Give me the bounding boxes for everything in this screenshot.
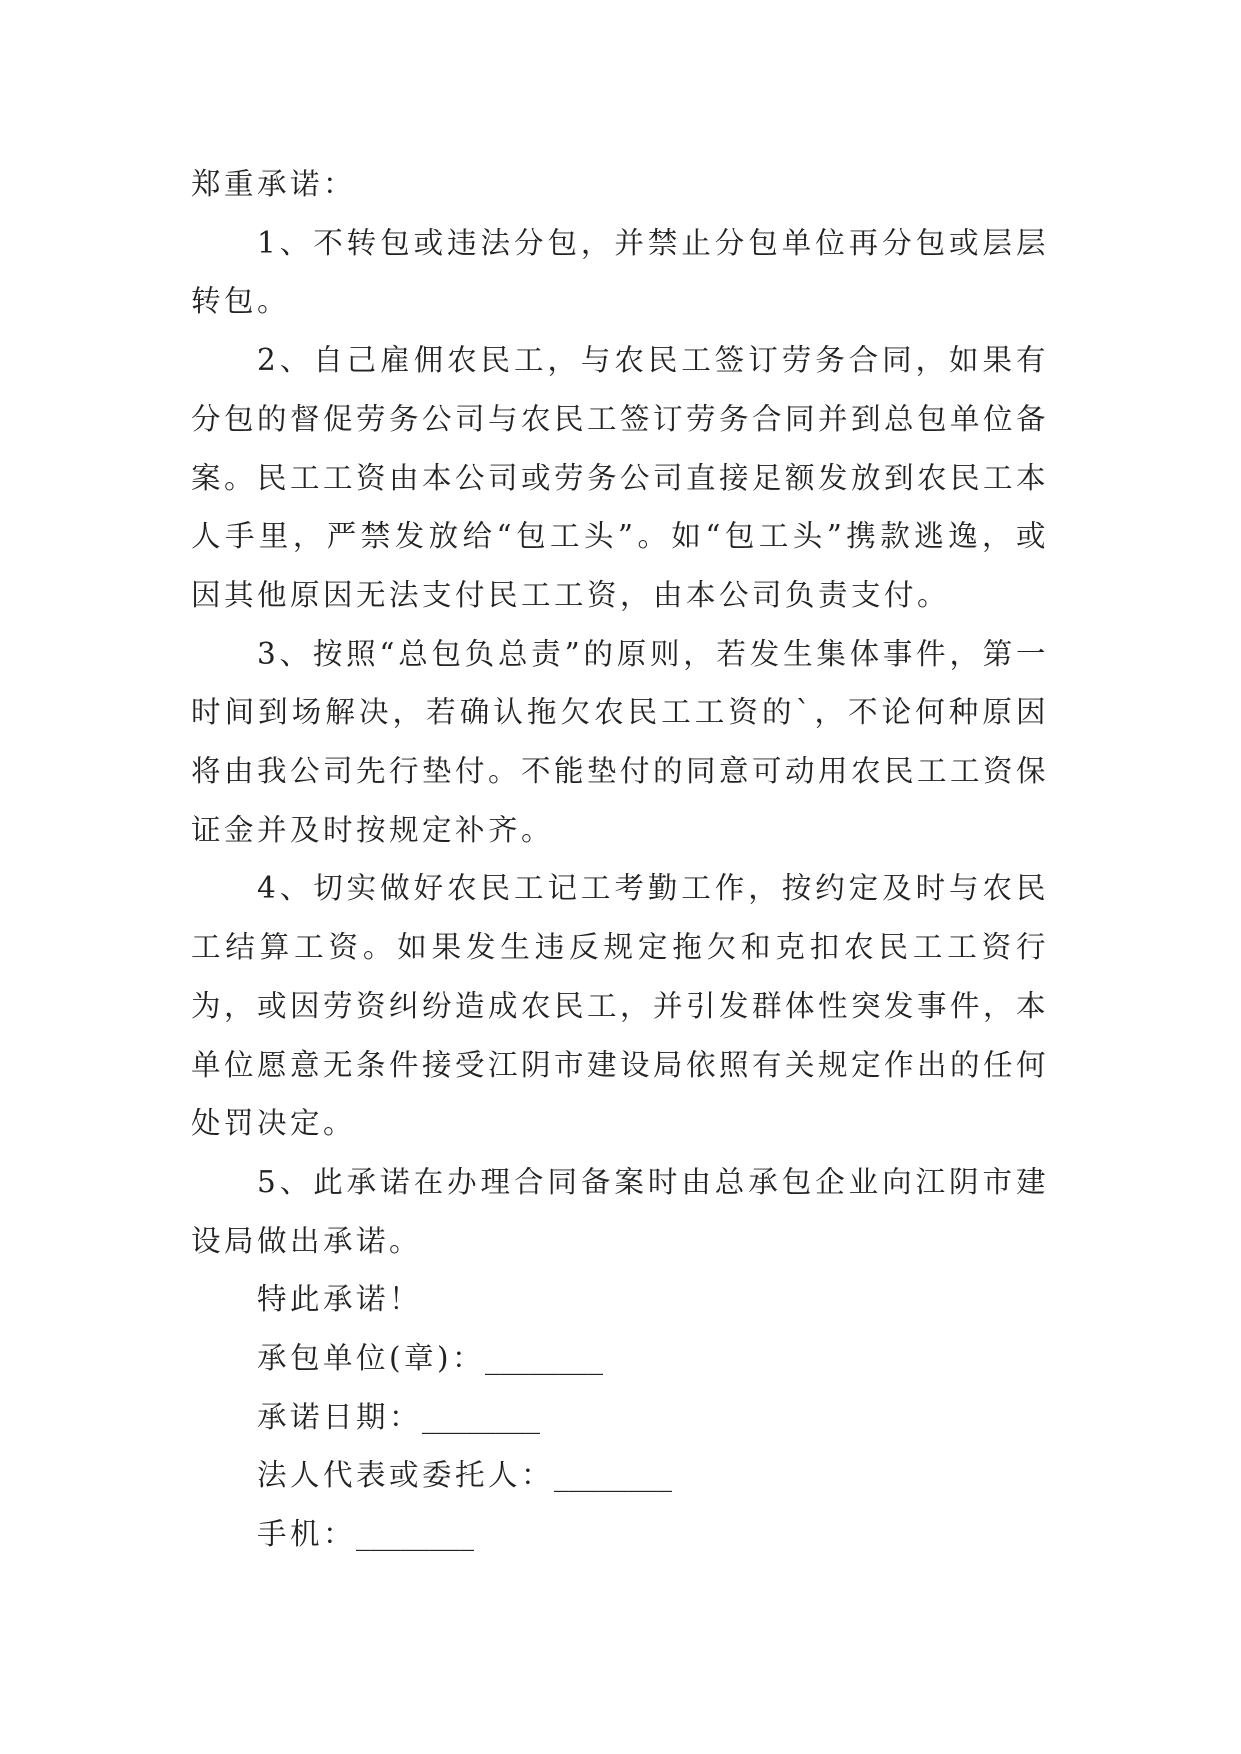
commitment-date-label: 承诺日期： <box>257 1399 423 1434</box>
contractor-unit-line <box>191 1329 1049 1388</box>
document-body <box>191 155 1049 1564</box>
contractor-unit-label: 承包单位(章)： <box>257 1341 486 1376</box>
commitment-date-line <box>191 1388 1049 1447</box>
commitment-item-2: 2、自己雇佣农民工，与农民工签订劳务合同，如果有分包的督促劳务公司与农民工签订劳务合同并到总包单位备案。民工工资由本公司或劳务公司直接足额发放到农民工本人手里，严禁发放给“包工头”。如“包工头”携款逃逸，或因其他原因无法支付民工工资，由本公司负责支付。 <box>191 343 1050 612</box>
contractor-unit-blank: ________ <box>485 1341 604 1376</box>
commitment-item-5: 5、此承诺在办理合同备案时由总承包企业向江阴市建设局做出承诺。 <box>191 1164 1049 1258</box>
phone-label: 手机： <box>257 1517 357 1552</box>
phone-line <box>191 1505 1049 1564</box>
phone-blank: ________ <box>356 1517 475 1552</box>
commitment-item-4: 4、切实做好农民工记工考勤工作，按约定及时与农民工结算工资。如果发生违反规定拖欠和克扣农民工工资行为，或因劳资纠纷造成农民工，并引发群体性突发事件，本单位愿意无条件接受江阴市建设局依照有关规定作出的任何处罚决定。 <box>191 871 1050 1141</box>
legal-representative-label: 法人代表或委托人： <box>257 1458 555 1493</box>
commitment-item-1: 1、不转包或违法分包，并禁止分包单位再分包或层层转包。 <box>191 225 1049 319</box>
opening-line: 郑重承诺： <box>191 167 357 201</box>
legal-representative-blank: ________ <box>554 1458 673 1493</box>
closing-line: 特此承诺！ <box>257 1282 423 1317</box>
commitment-date-blank: ________ <box>422 1399 541 1434</box>
legal-representative-line <box>191 1446 1049 1505</box>
commitment-item-3: 3、按照“总包负总责”的原则，若发生集体事件，第一时间到场解决，若确认拖欠农民工工资的`，不论何种原因将由我公司先行垫付。不能垫付的同意可动用农民工工资保证金并及时按规定补齐。 <box>191 636 1050 847</box>
